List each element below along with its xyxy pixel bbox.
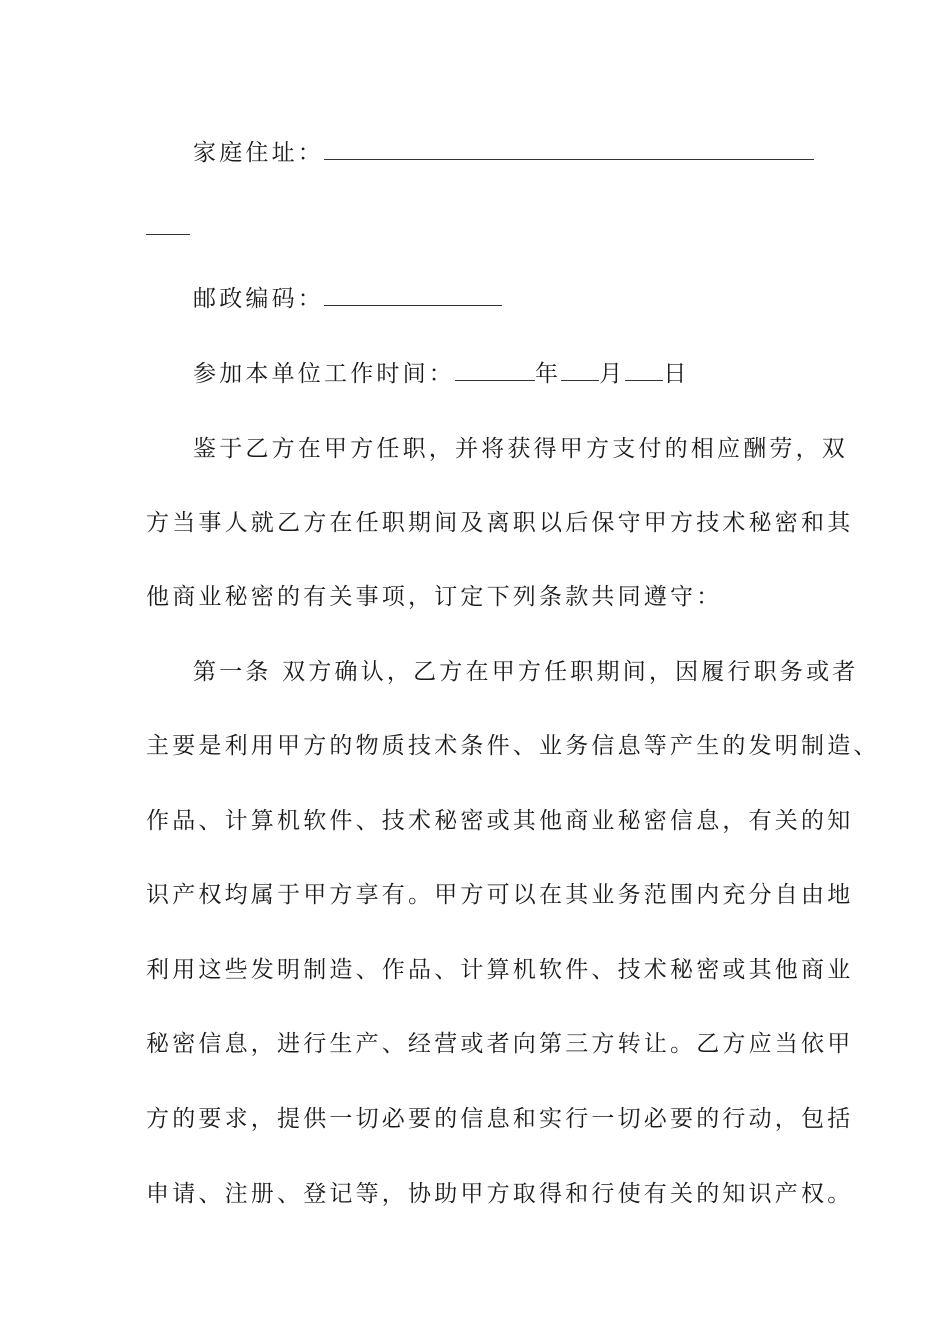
join-year-blank[interactable]: [455, 360, 535, 381]
address-blank-continued[interactable]: [146, 234, 190, 235]
postcode-label: 邮政编码：: [193, 286, 324, 312]
join-day-blank[interactable]: [625, 360, 663, 381]
month-unit: 月: [599, 361, 626, 387]
article1-line: 方的要求，提供一切必要的信息和实行一切必要的行动，包括: [146, 1106, 854, 1132]
year-unit: 年: [535, 361, 562, 387]
day-unit: 日: [663, 361, 690, 387]
join-date-line: [193, 359, 883, 389]
postcode-blank[interactable]: [324, 285, 502, 306]
article1-line: 第一条 双方确认，乙方在甲方任职期间，因履行职务或者: [193, 659, 859, 685]
preamble-line: 方当事人就乙方在任职期间及离职以后保守甲方技术秘密和其: [146, 510, 854, 536]
article1-line: 申请、注册、登记等，协助甲方取得和行使有关的知识产权。: [146, 1181, 854, 1207]
postcode-line: [193, 284, 883, 314]
article1-line: 主要是利用甲方的物质技术条件、业务信息等产生的发明制造、: [146, 733, 880, 759]
address-label: 家庭住址：: [193, 140, 324, 166]
article1-line: 秘密信息，进行生产、经营或者向第三方转让。乙方应当依甲: [146, 1031, 854, 1057]
article1-line: 识产权均属于甲方享有。甲方可以在其业务范围内充分自由地: [146, 882, 854, 908]
join-month-blank[interactable]: [561, 360, 599, 381]
join-date-label: 参加本单位工作时间：: [193, 361, 455, 387]
article1-line: 作品、计算机软件、技术秘密或其他商业秘密信息，有关的知: [146, 808, 854, 834]
preamble-line: 鉴于乙方在甲方任职，并将获得甲方支付的相应酬劳，双: [193, 436, 848, 462]
article1-line: 利用这些发明制造、作品、计算机软件、技术秘密或其他商业: [146, 957, 854, 983]
address-blank[interactable]: [324, 139, 814, 160]
preamble-line: 他商业秘密的有关事项，订定下列条款共同遵守：: [146, 584, 723, 610]
address-line: [193, 138, 883, 168]
